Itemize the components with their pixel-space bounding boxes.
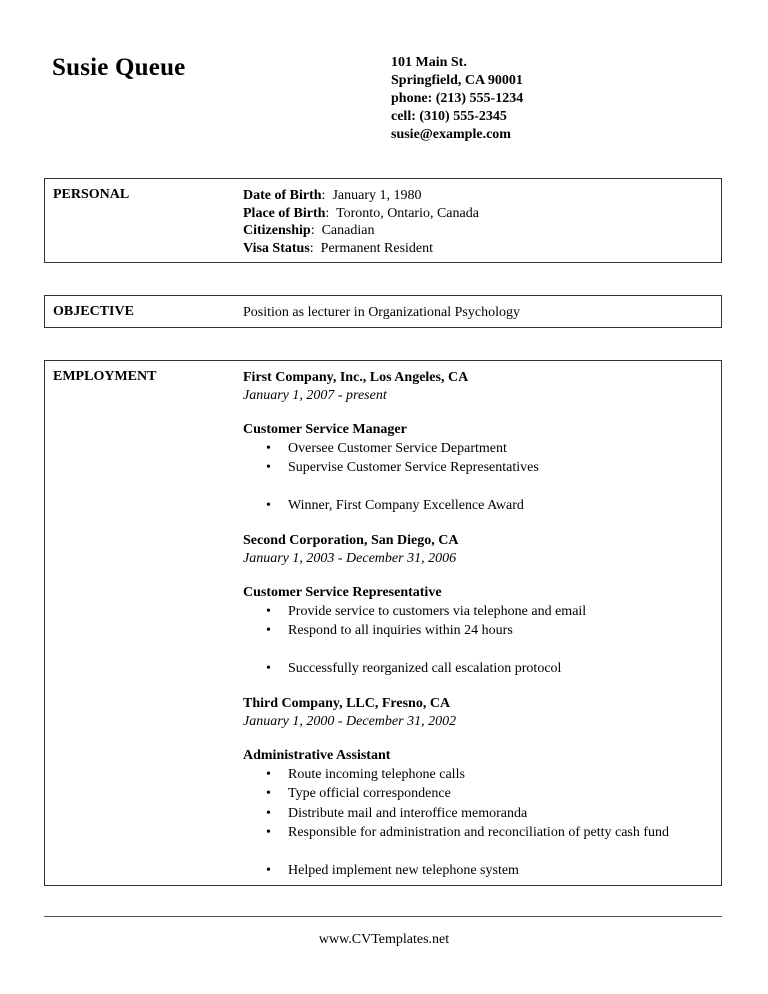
email-line[interactable]: susie@example.com [391, 127, 511, 142]
section-label-personal: PERSONAL [53, 187, 130, 202]
phone-line: phone: (213) 555-1234 [391, 91, 524, 106]
list-item: • Type official correspondence [243, 784, 669, 804]
bullet-icon: • [266, 440, 271, 456]
job-dates: January 1, 2000 - December 31, 2002 [243, 713, 457, 729]
list-item: • Winner, First Company Excellence Award [243, 496, 669, 516]
job-duties [243, 602, 669, 641]
job-award [243, 861, 669, 881]
bullet-icon: • [266, 805, 271, 821]
list-item: • Successfully reorganized call escalation protocol [243, 659, 669, 679]
address-line: 101 Main St. [391, 55, 467, 70]
list-item: • Supervise Customer Service Representatives [243, 458, 669, 478]
personal-row: Visa Status: Permanent Resident [243, 240, 434, 256]
job-duties [243, 439, 669, 478]
job-dates: January 1, 2007 - present [243, 387, 387, 403]
cell-line: cell: (310) 555-2345 [391, 109, 507, 124]
job-company: Third Company, LLC, Fresno, CA [243, 696, 451, 711]
employment-section [44, 360, 722, 886]
personal-details [243, 187, 479, 257]
bullet-icon: • [266, 766, 271, 782]
employment-details [243, 369, 669, 880]
footer-link[interactable]: www.CVTemplates.net [318, 932, 450, 947]
job-duties [243, 765, 669, 843]
city-line: Springfield, CA 90001 [391, 73, 523, 88]
section-label-objective: OBJECTIVE [53, 304, 134, 319]
job-award [243, 496, 669, 516]
bullet-icon: • [266, 786, 271, 801]
list-item: • Route incoming telephone calls [243, 765, 669, 785]
objective-section [44, 295, 722, 328]
bullet-icon: • [266, 460, 271, 475]
bullet-icon: • [266, 497, 271, 513]
candidate-name: Susie Queue [52, 54, 186, 81]
bullet-icon: • [266, 623, 271, 638]
footer-divider [44, 916, 722, 917]
section-label-employment: EMPLOYMENT [53, 369, 157, 384]
job-award [243, 659, 669, 679]
list-item: • Responsible for administration and reconciliation of petty cash fund [243, 823, 669, 843]
job-role: Customer Service Representative [243, 585, 442, 600]
job-company: Second Corporation, San Diego, CA [243, 533, 459, 548]
list-item: • Helped implement new telephone system [243, 861, 669, 881]
list-item: • Respond to all inquiries within 24 hours [243, 621, 669, 641]
bullet-icon: • [266, 603, 271, 619]
list-item: • Distribute mail and interoffice memoranda [243, 804, 669, 824]
list-item: • Oversee Customer Service Department [243, 439, 669, 459]
bullet-icon: • [266, 862, 271, 878]
job-role: Administrative Assistant [243, 748, 391, 763]
personal-section [44, 178, 722, 263]
bullet-icon: • [266, 825, 271, 840]
job-role: Customer Service Manager [243, 422, 407, 437]
personal-row: Date of Birth: January 1, 1980 [243, 188, 422, 203]
job-company: First Company, Inc., Los Angeles, CA [243, 370, 469, 385]
objective-text: Position as lecturer in Organizational Psychology [243, 305, 520, 320]
contact-block [391, 54, 523, 144]
personal-row: Place of Birth: Toronto, Ontario, Canada [243, 205, 479, 221]
bullet-icon: • [266, 660, 271, 676]
job-dates: January 1, 2003 - December 31, 2006 [243, 550, 457, 566]
personal-row: Citizenship: Canadian [243, 223, 375, 238]
list-item: • Provide service to customers via telephone and email [243, 602, 669, 622]
